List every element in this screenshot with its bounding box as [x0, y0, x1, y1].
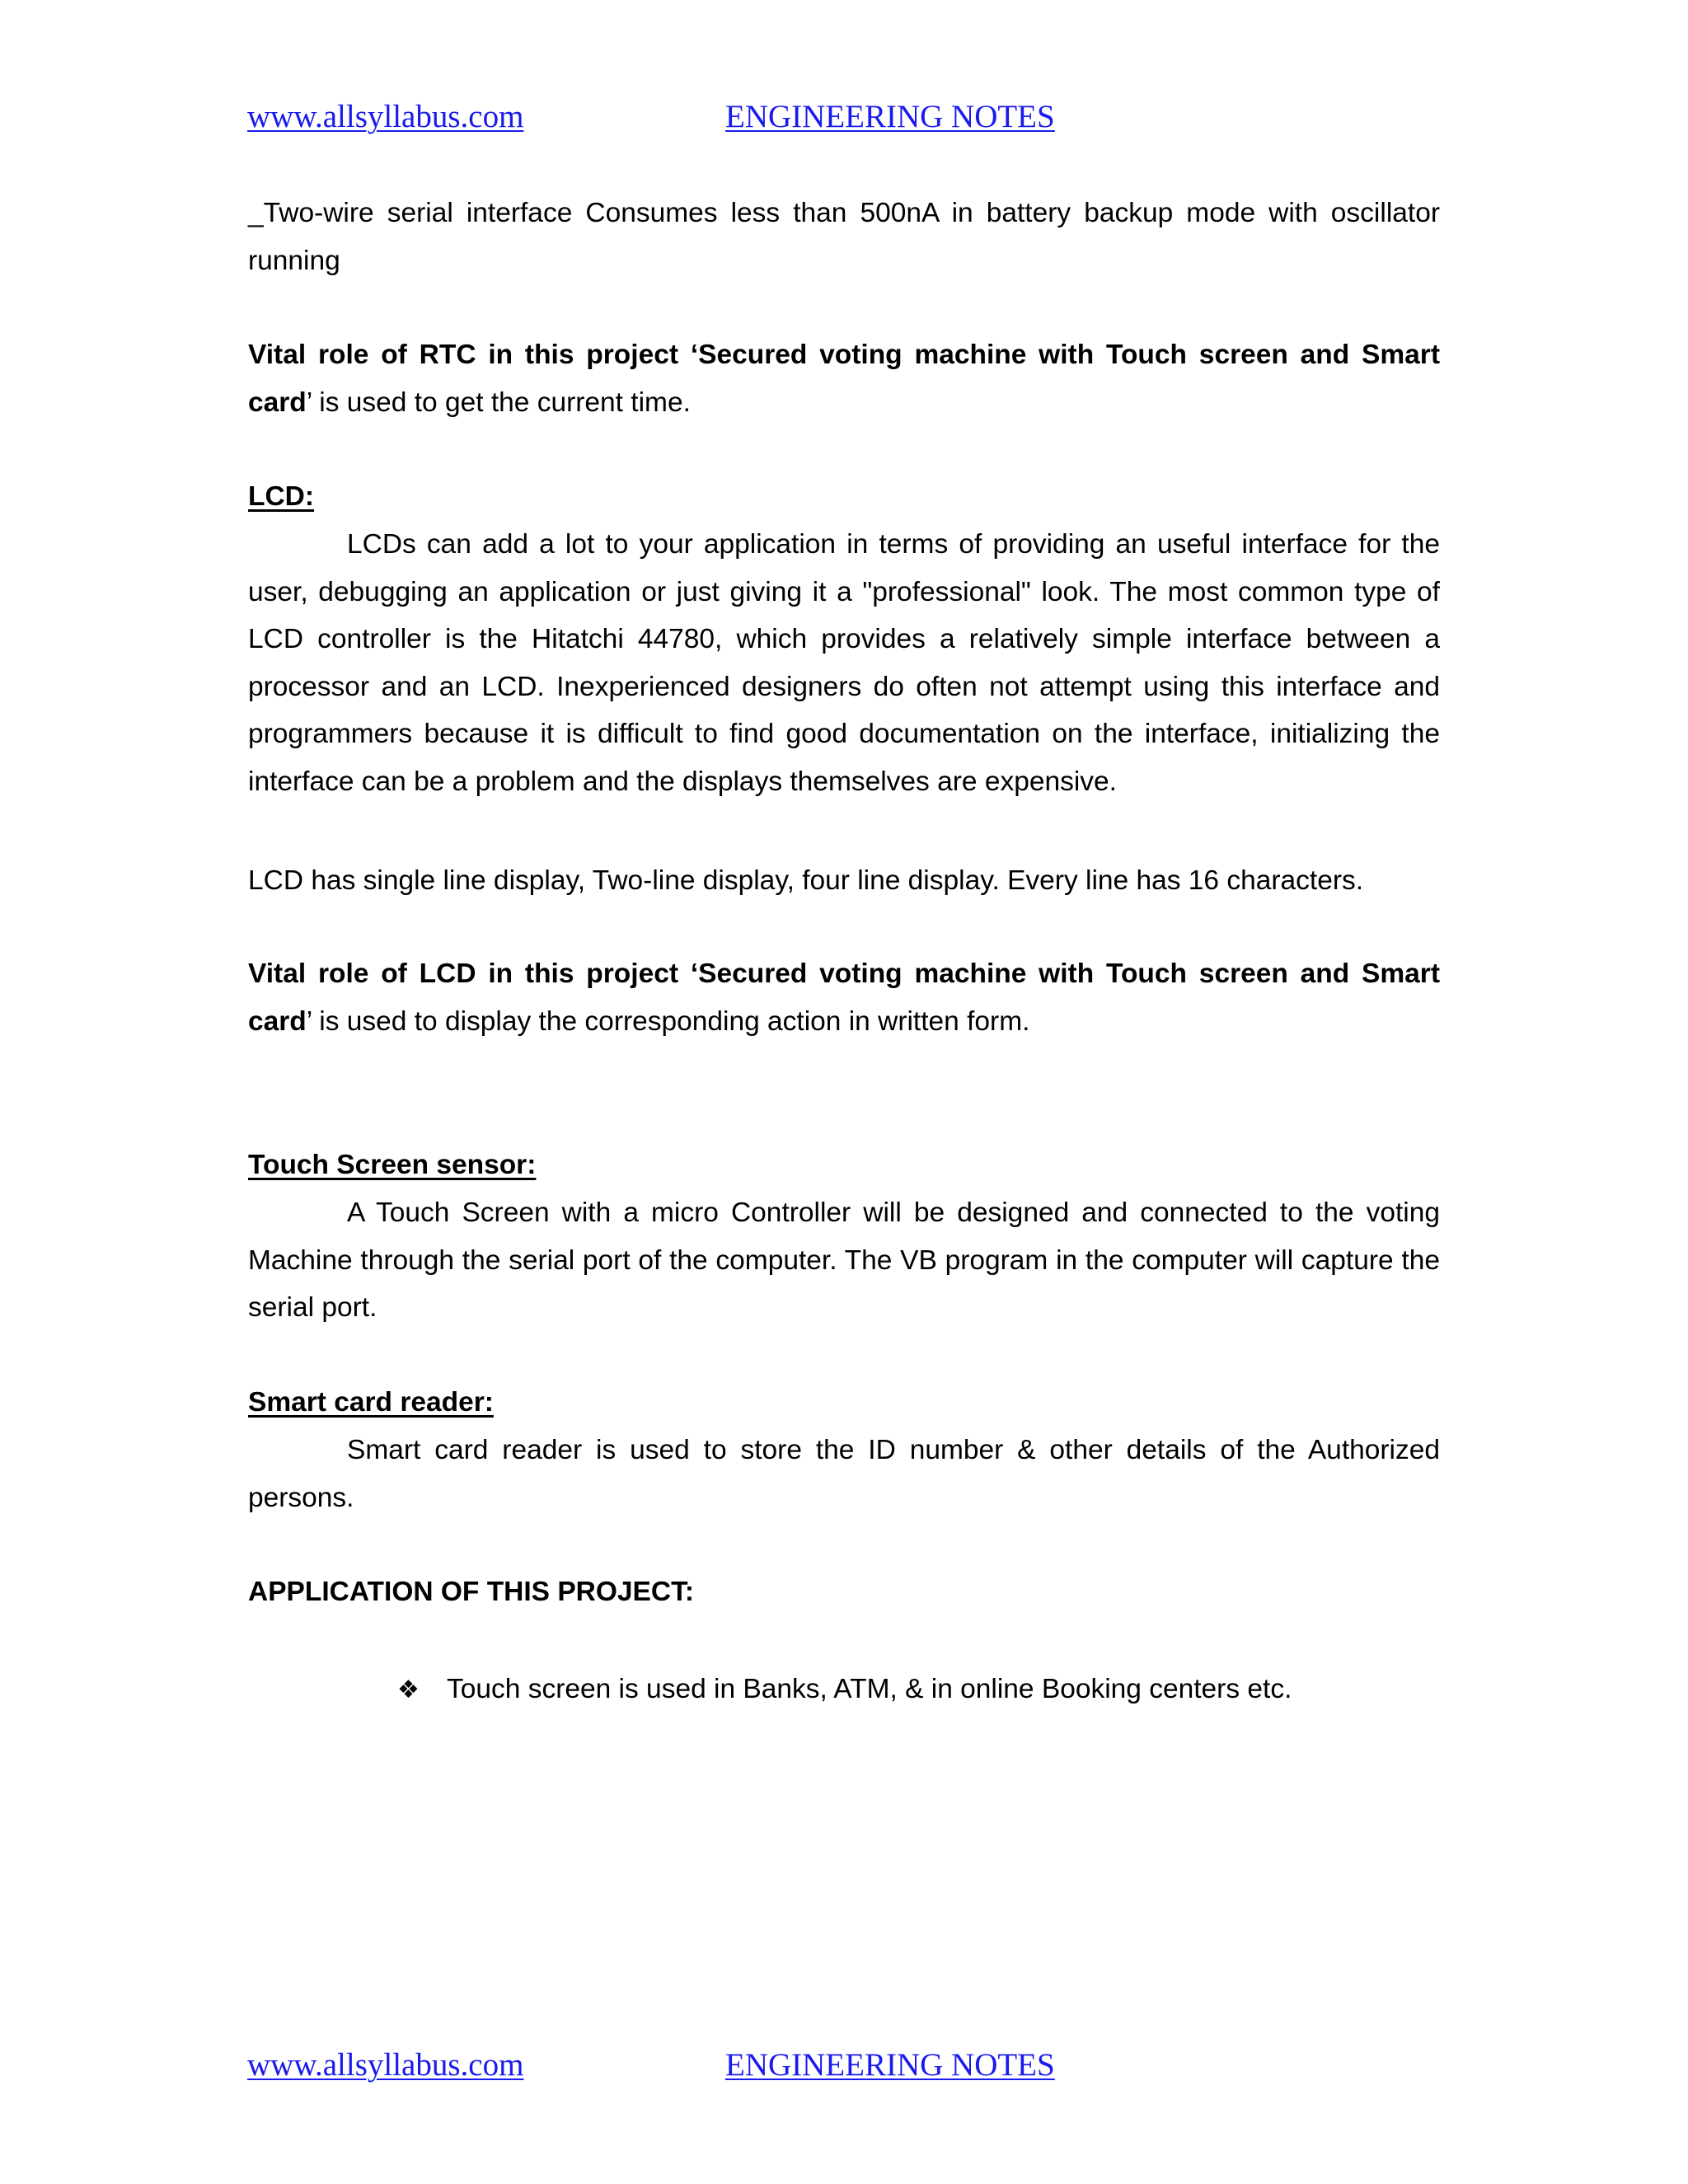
touch-screen-heading: Touch Screen sensor: — [248, 1150, 537, 1180]
lcd-role-paragraph — [248, 950, 1440, 1045]
rtc-role-rest: ’ is used to get the current time. — [306, 387, 691, 418]
lcd-role-rest: ’ is used to display the corresponding action in written form. — [306, 1005, 1030, 1037]
list-item — [397, 1666, 1292, 1714]
diamond-bullet-icon: ❖ — [397, 1675, 420, 1704]
touch-screen-paragraph: A Touch Screen with a micro Controller will be designed and connected to the voting Machine through the serial port of the computer. The VB program in the computer will capture the serial port. — [248, 1197, 1440, 1323]
lcd-paragraph: LCDs can add a lot to your application in terms of providing an useful interface for the user, debugging an application or just giving it a "professional" look. The most common type of LCD controller is the Hitatchi 44780, which provides a relatively simple interface between a processor and an LCD. Inexperienced designers do often not attempt using this interface and programmers because it is difficult to find good documentation on the interface, initializing the interface can be a problem and the displays themselves are expensive. — [248, 529, 1440, 797]
rtc-interface-paragraph: _Two-wire serial interface Consumes less than 500nA in battery backup mode with oscillator running — [248, 198, 1440, 276]
header-site-link[interactable]: www.allsyllabus.com — [247, 99, 524, 134]
lcd-role-bold: Vital role of LCD in this project ‘Secured voting machine with Touch screen and Smart card — [248, 958, 1440, 1037]
rtc-role-bold: Vital role of RTC in this project ‘Secured voting machine with Touch screen and Smart card — [248, 340, 1440, 418]
smart-card-heading: Smart card reader: — [248, 1387, 494, 1418]
lcd-heading: LCD: — [248, 481, 315, 512]
footer-site-link[interactable]: www.allsyllabus.com — [247, 2047, 524, 2083]
smart-card-paragraph: Smart card reader is used to store the ID number & other details of the Authorized persons. — [248, 1435, 1440, 1513]
footer-notes-link[interactable]: ENGINEERING NOTES — [725, 2047, 1055, 2083]
list-item-text: Touch screen is used in Banks, ATM, & in online Booking centers etc. — [447, 1674, 1292, 1704]
rtc-role-paragraph — [248, 331, 1440, 426]
header-notes-link[interactable]: ENGINEERING NOTES — [725, 99, 1055, 134]
application-heading: APPLICATION OF THIS PROJECT: — [248, 1577, 694, 1607]
lcd-lines-paragraph: LCD has single line display, Two-line display, four line display. Every line has 16 characters. — [248, 865, 1364, 896]
